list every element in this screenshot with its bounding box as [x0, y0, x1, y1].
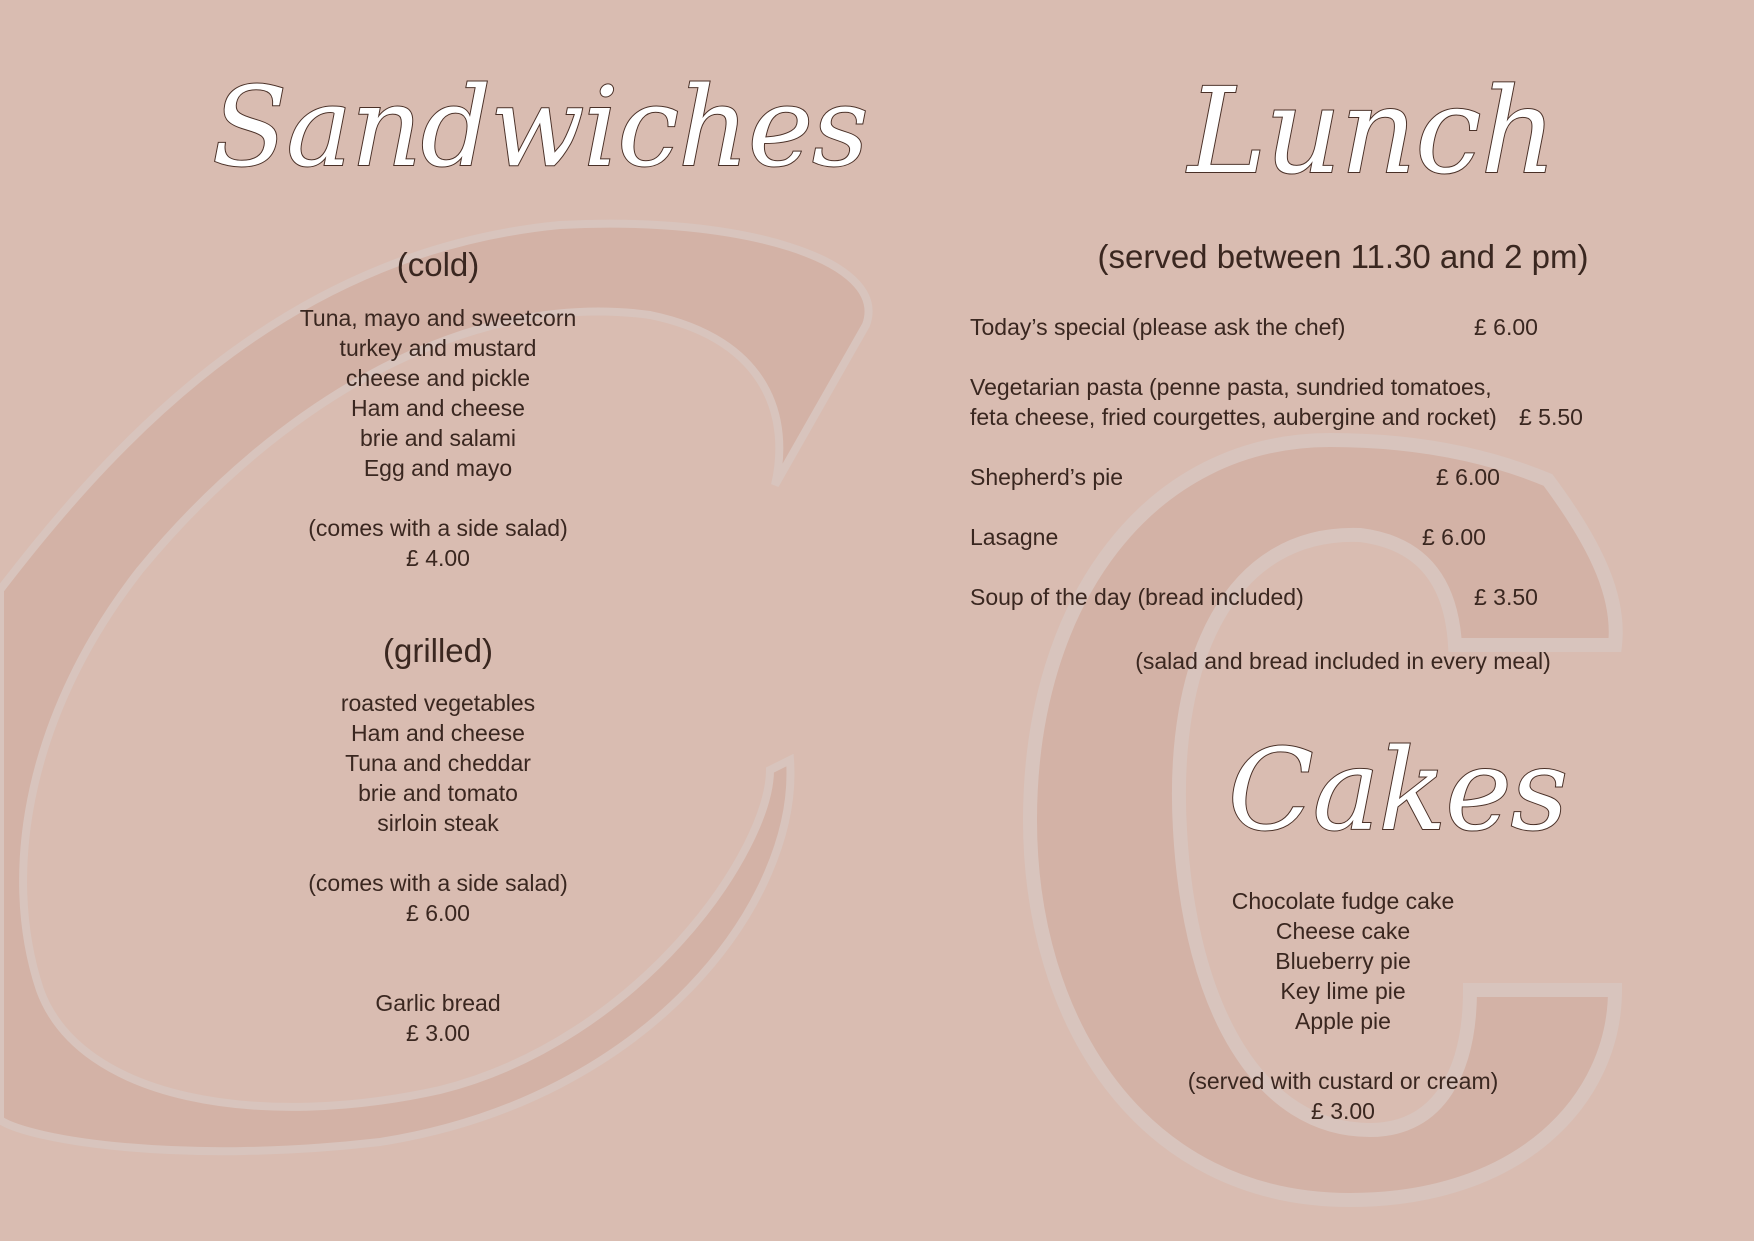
garlic-bread-price: £ 3.00	[406, 1020, 470, 1046]
cold-side-salad-note: (comes with a side salad)	[308, 515, 568, 541]
list-item: Chocolate fudge cake	[1231, 888, 1455, 914]
grilled-side-salad-note: (comes with a side salad)	[308, 870, 568, 896]
list-item: Egg and mayo	[363, 455, 513, 481]
cakes-list	[1232, 886, 1455, 1036]
lunch-price-soup: £ 3.50	[1474, 584, 1538, 610]
cold-price: £ 4.00	[406, 545, 470, 571]
lunch-item-vegetarian-pasta-line2: feta cheese, fried courgettes, aubergine and rocket)	[970, 404, 1497, 430]
list-item: Tuna, mayo and sweetcorn	[299, 305, 577, 331]
list-item: Key lime pie	[1280, 978, 1406, 1004]
list-item: Tuna and cheddar	[345, 750, 531, 776]
sandwiches-title: Sandwiches	[212, 63, 868, 191]
list-item: Ham and cheese	[351, 720, 525, 746]
list-item: Cheese cake	[1275, 918, 1411, 944]
lunch-item-shepherds-pie: Shepherd’s pie	[970, 464, 1124, 490]
list-item: Apple pie	[1295, 1008, 1391, 1034]
list-item: sirloin steak	[377, 810, 499, 836]
cakes-note: (served with custard or cream)	[1187, 1068, 1499, 1094]
lunch-price-vegetarian-pasta: £ 5.50	[1519, 404, 1583, 430]
lunch-price-shepherds-pie: £ 6.00	[1436, 464, 1500, 490]
lunch-price-todays-special: £ 6.00	[1474, 314, 1538, 340]
list-item: Blueberry pie	[1275, 948, 1411, 974]
grilled-sandwich-list	[341, 688, 535, 838]
list-item: roasted vegetables	[340, 690, 536, 716]
lunch-subtitle: (served between 11.30 and 2 pm)	[1097, 238, 1589, 275]
lunch-item-todays-special: Today’s special (please ask the chef)	[970, 314, 1346, 340]
grilled-heading: (grilled)	[382, 632, 494, 669]
cold-heading: (cold)	[396, 246, 480, 283]
lunch-price-lasagne: £ 6.00	[1422, 524, 1486, 550]
lunch-note: (salad and bread included in every meal)	[1135, 648, 1551, 674]
list-item: cheese and pickle	[345, 365, 531, 391]
list-item: turkey and mustard	[339, 335, 537, 361]
grilled-price: £ 6.00	[406, 900, 470, 926]
lunch-item-soup: Soup of the day (bread included)	[970, 584, 1304, 610]
cakes-title: Cakes	[1228, 726, 1568, 856]
cakes-price: £ 3.00	[1311, 1098, 1375, 1124]
lunch-title: Lunch	[1188, 62, 1556, 200]
list-item: brie and salami	[360, 425, 516, 451]
list-item: Ham and cheese	[351, 395, 525, 421]
garlic-bread-name: Garlic bread	[375, 990, 501, 1016]
lunch-item-vegetarian-pasta-line1: Vegetarian pasta (penne pasta, sundried tomatoes,	[970, 374, 1492, 400]
cold-sandwich-list	[300, 303, 577, 483]
lunch-item-lasagne: Lasagne	[970, 524, 1059, 550]
list-item: brie and tomato	[358, 780, 518, 806]
